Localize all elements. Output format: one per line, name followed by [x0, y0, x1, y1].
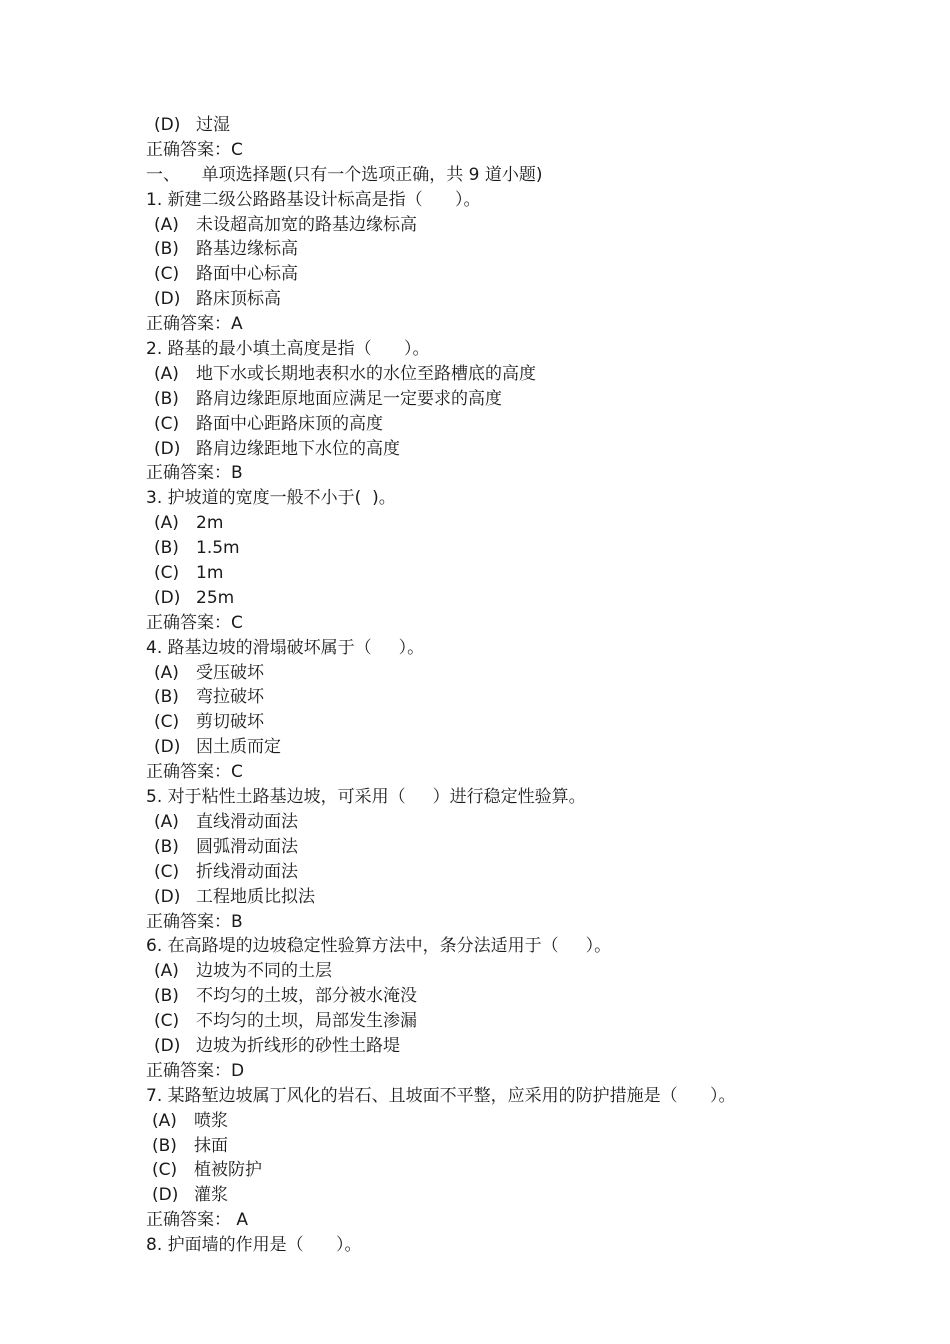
option-line	[146, 860, 866, 885]
option-key: (B)	[154, 687, 179, 708]
option-text: 抹面	[194, 1135, 228, 1156]
option-text: 路床顶标高	[196, 289, 281, 310]
question-line: 1. 新建二级公路路基设计标高是指（ ）。	[146, 189, 481, 210]
option-line	[146, 1034, 866, 1059]
option-line	[146, 262, 866, 287]
option-line	[146, 511, 866, 536]
option-text: 路肩边缘距原地面应满足一定要求的高度	[196, 388, 502, 409]
option-line	[146, 362, 866, 387]
option-text: 未设超高加宽的路基边缘标高	[196, 214, 417, 235]
option-line	[146, 685, 866, 710]
question-line: 6. 在高路堤的边坡稳定性验算方法中，条分法适用于（ ）。	[146, 936, 612, 957]
answer-line: 正确答案：B	[146, 911, 243, 932]
option-key: (A)	[154, 513, 179, 534]
option-line	[146, 735, 866, 760]
option-line	[146, 1158, 866, 1183]
option-key: (D)	[154, 886, 181, 907]
option-text: 路面中心标高	[196, 264, 298, 285]
option-text: 1m	[196, 563, 224, 584]
option-key: (B)	[154, 986, 179, 1007]
question-line: 7. 某路堑边坡属丁风化的岩石、且坡面不平整，应采用的防护措施是（ ）。	[146, 1085, 736, 1106]
document-body	[146, 113, 866, 1258]
option-key: (B)	[154, 538, 179, 559]
option-line	[146, 885, 866, 910]
option-key: (C)	[154, 413, 180, 434]
option-line	[146, 387, 866, 412]
section-heading: 一、 单项选择题(只有一个选项正确，共 9 道小题)	[146, 164, 543, 185]
option-line	[146, 810, 866, 835]
option-line	[146, 710, 866, 735]
option-key: (A)	[154, 961, 179, 982]
option-key: (D)	[154, 737, 181, 758]
option-line	[146, 213, 866, 238]
question-line: 3. 护坡道的宽度一般不小于( )。	[146, 488, 396, 509]
option-key: (D)	[154, 115, 181, 135]
option-line	[146, 237, 866, 262]
answer-line: 正确答案：B	[146, 463, 243, 484]
option-text: 路肩边缘距地下水位的高度	[196, 438, 400, 459]
option-text: 剪切破坏	[196, 712, 264, 733]
option-key: (D)	[154, 1035, 181, 1056]
option-text: 边坡为折线形的砂性土路堤	[196, 1035, 400, 1056]
option-key: (B)	[154, 239, 179, 260]
option-text: 不均匀的土坡，部分被水淹没	[196, 986, 417, 1007]
option-line	[146, 661, 866, 686]
option-line	[146, 1009, 866, 1034]
option-key: (C)	[154, 861, 180, 882]
option-line	[146, 113, 866, 138]
option-key: (C)	[154, 712, 180, 733]
option-line	[146, 835, 866, 860]
option-key: (D)	[152, 1185, 179, 1206]
option-key: (A)	[154, 363, 179, 384]
option-text: 灌浆	[194, 1185, 228, 1206]
option-key: (C)	[154, 563, 180, 584]
option-key: (B)	[152, 1135, 177, 1156]
answer-line: 正确答案：C	[146, 139, 243, 160]
option-key: (A)	[154, 214, 179, 235]
option-key: (C)	[154, 264, 180, 285]
option-text: 地下水或长期地表积水的水位至路槽底的高度	[196, 363, 536, 384]
option-line	[146, 561, 866, 586]
option-text: 折线滑动面法	[196, 861, 298, 882]
option-line	[146, 959, 866, 984]
option-text: 边坡为不同的土层	[196, 961, 332, 982]
option-key: (B)	[154, 388, 179, 409]
answer-line: 正确答案：D	[146, 1060, 245, 1081]
option-line	[146, 437, 866, 462]
option-text: 路基边缘标高	[196, 239, 298, 260]
option-text: 路面中心距路床顶的高度	[196, 413, 383, 434]
option-line	[146, 1183, 866, 1208]
option-line	[146, 984, 866, 1009]
option-text: 25m	[196, 587, 235, 608]
option-key: (D)	[154, 438, 181, 459]
option-key: (C)	[152, 1160, 178, 1181]
option-text: 2m	[196, 513, 224, 534]
option-line	[146, 536, 866, 561]
option-key: (D)	[154, 289, 181, 310]
option-text: 受压破坏	[196, 662, 264, 683]
question-line: 2. 路基的最小填土高度是指（ ）。	[146, 339, 430, 360]
option-text: 不均匀的土坝，局部发生渗漏	[196, 1011, 417, 1032]
option-text: 圆弧滑动面法	[196, 836, 298, 857]
answer-line: 正确答案：C	[146, 612, 243, 633]
question-line: 4. 路基边坡的滑塌破坏属于（ ）。	[146, 637, 425, 658]
option-text: 过湿	[196, 115, 230, 135]
option-line	[146, 412, 866, 437]
option-key: (A)	[154, 662, 179, 683]
answer-line: 正确答案：C	[146, 762, 243, 783]
answer-line: 正确答案：A	[146, 314, 243, 335]
option-key: (A)	[152, 1110, 177, 1131]
option-line	[146, 1109, 866, 1134]
option-text: 工程地质比拟法	[196, 886, 315, 907]
answer-line: 正确答案： A	[146, 1210, 249, 1231]
question-line: 5. 对于粘性土路基边坡，可采用（ ）进行稳定性验算。	[146, 787, 586, 808]
option-text: 因土质而定	[196, 737, 281, 758]
option-text: 植被防护	[194, 1160, 262, 1181]
option-text: 直线滑动面法	[196, 811, 298, 832]
option-key: (B)	[154, 836, 179, 857]
option-key: (A)	[154, 811, 179, 832]
option-line	[146, 1134, 866, 1159]
option-key: (D)	[154, 587, 181, 608]
question-line: 8. 护面墙的作用是（ ）。	[146, 1235, 362, 1256]
option-text: 喷浆	[194, 1110, 228, 1131]
option-line	[146, 586, 866, 611]
option-text: 1.5m	[196, 538, 240, 559]
option-line	[146, 287, 866, 312]
option-key: (C)	[154, 1011, 180, 1032]
option-text: 弯拉破坏	[196, 687, 264, 708]
